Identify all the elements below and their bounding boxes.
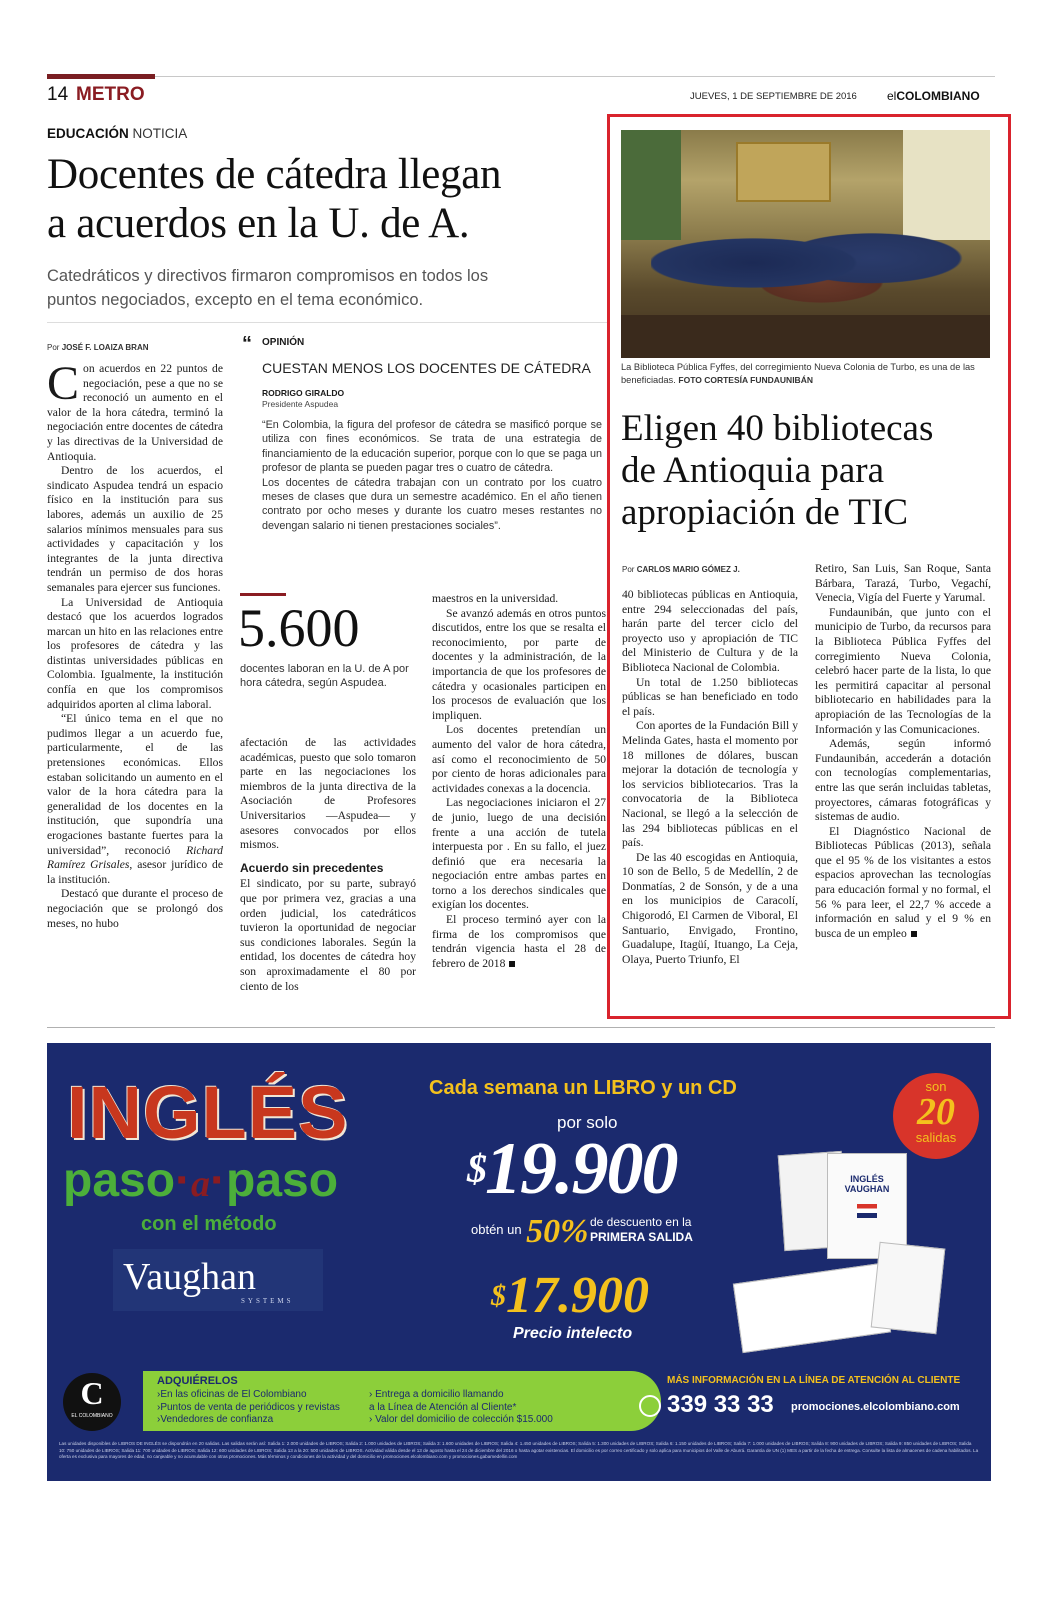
stat-accent-bar	[240, 593, 286, 596]
article2-photo	[621, 130, 990, 358]
end-mark-icon	[911, 931, 917, 937]
opinion-quote: “En Colombia, la figura del profesor de cátedra se masificó porque se utiliza con fines económicos. Se trata de una estrategia de financiamiento de la educación superior, porque con lo que se paga un profesor de planta se pueden pagar tres o cuatro de cátedra. Los docentes de cátedra trabajan con un contrato por los cuatro meses de clases que dura un semestre académico. En el año tienen contrato por ocho meses y durante los cuatro meses restantes no devengan salario ni tienen prestaciones sociales”.	[262, 419, 602, 532]
article1-paragraph: Las negociaciones iniciaron el 27 de junio, luego de una decisión frente a una acción de tutela interpuesta por . En su fallo, el juez definió que era necesaria la negociación entre ambas partes en torno a los derechos sindicales que exigían los docentes.	[432, 796, 606, 912]
header-rule	[155, 76, 995, 77]
article1-paragraph: Se avanzó además en otros puntos discutidos, entre los que se resalta el reconocimiento, por parte de docentes y la administración, de la importancia de que los profesores de cátedra y ocasionales participen en los procesos de evaluación que los impliquen.	[432, 606, 606, 722]
opinion-title: CUESTAN MENOS LOS DOCENTES DE CÁTEDRA	[262, 360, 591, 376]
article1-paragraph: Los docentes pretendían un aumento del valor de hora cátedra, así como el reconocimiento de 50 por ciento de horas adicionales para actividades conexas a la docencia.	[432, 723, 606, 795]
article1-kicker: EDUCACIÓN NOTICIA	[47, 126, 188, 141]
article1-paragraph: El sindicato, por su parte, subrayó que por primera vez, gracias a una orden judicial, los catedráticos tuvieron la oportunidad de negociar sus condiciones laborales. Según la entidad, los docentes de cátedra hoy son aproximadamente el 80 por ciento de los	[240, 877, 416, 993]
article1-paragraph: Dentro de los acuerdos, el sindicato Aspudea tendrá un espacio físico en la institución para sus labores, además un auxilio de 25 salarios mínimos mensuales para sus actividades y capacitación y los integrantes de la junta directiva tendrán un permiso de dos horas semanales para ejercer sus funciones.	[47, 464, 223, 594]
vaughan-logo: Vaughan SYSTEMS	[113, 1249, 323, 1311]
article1-paragraph: El proceso terminó ayer con la firma de los compromisos que tendrán vigencia hasta el 28 de febrero de 2018	[432, 913, 606, 970]
article1-paragraph: La Universidad de Antioquia destacó que los acuerdos logrados marcan un hito en las relaciones entre los profesores de cátedra y las distintas universidades públicas en Colombia. Igualmente, la institución confía en que los compromisos adquiridos aporten al clima laboral.	[47, 595, 223, 711]
article1-column-3	[432, 592, 606, 1012]
article2-paragraph: Un total de 1.250 bibliotecas públicas se han beneficiado en todo el país.	[622, 675, 798, 718]
article1-column-2	[240, 736, 416, 1006]
adquierelos-panel: ADQUIÉRELOS ›En las oficinas de El Colombiano ›Puntos de venta de periódicos y revistas ›Vendedores de confianza › Entrega a domicilio llamando a la Línea de Atención al Cliente* › Valor del domicilio de colección $15.000	[143, 1371, 661, 1431]
ad-info-title: MÁS INFORMACIÓN EN LA LÍNEA DE ATENCIÓN AL CLIENTE	[667, 1375, 961, 1386]
article2-column-1	[622, 588, 798, 1008]
article1-subheading: Acuerdo sin precedentes	[240, 860, 384, 875]
article1-byline: Por JOSÉ F. LOAIZA BRAN	[47, 343, 149, 352]
section-name: METRO	[76, 84, 145, 105]
article2-photo-caption: La Biblioteca Pública Fyffes, del corregimiento Nueva Colonia de Turbo, es una de las beneficiadas. FOTO CORTESÍA FUNDAUNIBÁN	[621, 362, 975, 385]
article2-column-2	[815, 562, 991, 1008]
ad-price-main: $19.900	[467, 1128, 677, 1210]
page-number: 14	[47, 84, 69, 105]
ad-phone: 339 33 33	[667, 1391, 774, 1418]
el-colombiano-logo: C EL COLOMBIANO	[63, 1373, 121, 1431]
article1-column-1	[47, 362, 223, 992]
article1-subtitle-rule	[47, 322, 607, 323]
ad-intelecto-label: Precio intelecto	[513, 1325, 633, 1342]
article2-paragraph: El Diagnóstico Nacional de Bibliotecas Públicas (2013), señala que el 95 % de los visitantes a estos espacios aprovechan las tecnologías para educación formal y no formal, el 56 % para leer, el 22,7 % accede a información en salud y el 9 % en busca de un empleo	[815, 824, 991, 940]
article2-paragraph: Retiro, San Luis, San Roque, Santa Bárbara, Tarazá, Turbo, Vegachí, Venecia, Vigía del Fuerte y Yarumal.	[815, 562, 991, 605]
ad-title-ingles: INGLÉS	[67, 1071, 349, 1154]
flag-icon	[857, 1204, 877, 1218]
article1-title: Docentes de cátedra llegan a acuerdos en la U. de A.	[47, 151, 502, 247]
photo-wall-mural	[736, 142, 831, 202]
photo-wall-poster	[621, 130, 681, 240]
article2-title: Eligen 40 bibliotecas de Antioquia para apropiación de TIC	[621, 408, 934, 533]
ad-bottom-strip	[47, 1365, 991, 1437]
end-mark-icon	[509, 961, 515, 967]
ad-discount: $^{obtén un}$ 50%	[471, 1213, 589, 1250]
article2-paragraph: Con aportes de la Fundación Bill y Melinda Gates, hasta el momento por 18 millones de dólares, buscan mejorar la dotación de tecnología y los servicios bibliotecarios. Tras la convocatoria de la Biblioteca Nacional, se llegó a la selección de las 294 bibliotecas públicas en el país.	[622, 719, 798, 850]
opinion-author-role: Presidente Aspudea	[262, 399, 339, 409]
opinion-box	[240, 332, 602, 562]
ad-por-solo: por solo	[557, 1113, 618, 1132]
salidas-badge: son 20 salidas	[893, 1073, 979, 1159]
article1-lead-paragraph: Con acuerdos en 22 puntos de negociación, pese a que no se reconoció un aumento en el valor de la hora cátedra, terminó la negociación entre docentes de cátedra y las directivas de la Universidad de Antioquia.	[47, 362, 223, 463]
opinion-author: RODRIGO GIRALDO	[262, 388, 345, 398]
header-accent-bar	[47, 74, 155, 79]
opinion-header: “ OPINIÓN	[242, 333, 305, 355]
ad-title-paso-a-paso: paso·a·paso	[63, 1154, 339, 1207]
stat-caption: docentes laboran en la U. de A por hora cátedra, según Aspudea.	[240, 663, 409, 689]
ad-price-intelecto: $17.900	[491, 1267, 649, 1324]
articles-bottom-rule	[47, 1027, 995, 1028]
book-cover-2: INGLÉS VAUGHAN	[827, 1153, 907, 1259]
article1-paragraph: “El único tema en el que no pudimos llegar a un acuerdo fue, particularmente, el de las pretensiones económicas. Ellos estaban solicitando un aumento en el valor de la hora cátedra para la generalidad de los docentes en la institución, que supondría una erogaciones bastante fuertes para la universidad”, reconoció Richard Ramírez Grisales, asesor jurídico de la institución.	[47, 712, 223, 886]
ad-discount-detail: de descuento en la PRIMERA SALIDA	[590, 1215, 693, 1244]
ad-fine-print: Las unidades disponibles de LIBROS DE INGLÉS se dispondrán en 20 salidas. Las salidas serán así: Salida 1: 2.000 unidades de LIBROS; Salida 2: 1.000 unidades de LIBROS; Salida 3: 1.600 unidades de LIBROS; Salida 4: 1.450 unidades de LIBROS; Salida 5: 1.300 unidades de LIBROS; Salida 6: 1.150 unidades de LIBROS; Salida 7: 1.000 unidades de LIBROS; Salida 8: 900 unidades de LIBROS; Salida 9: 850 unidades de LIBROS; Salida 10: 750 unidades de LIBROS; Salida 11: 700 unidades de LIBROS; Salida 12: 600 unidades de LIBROS; Salida 13 a la 20: 500 unidades de LIBROS. Actividad válida desde el 13 de agosto hasta el 24 de diciembre del 2016 o hasta agotar existencias. El domicilio es por correo certificado y solo aplica para municipios del Valle de Aburrá. Garantía de UN (1) MES a partir de la fecha de entrega. Consulte la lista de almacenes de cadena habilitados. La oferta es exclusiva para mayores de edad, no canjeable y no acumulable con otras promociones. Más términos y condiciones de la actividad y del domicilio en promociones.elcolombiano.com y promociones.gabamedellin.com	[59, 1441, 979, 1460]
photo-window	[903, 130, 990, 240]
books-illustration	[737, 1153, 977, 1353]
article2-paragraph: Fundaunibán, que junto con el municipio de Turbo, da recursos para la Biblioteca Pública Fyffes del corregimiento Nueva Colonia, celebró hacer parte de la lista, lo que les permitirá capacitar al personal bibliotecario en habilidades para la apropiación de las Tecnologías de la Información y las Comunicaciones.	[815, 605, 991, 736]
photo-floor	[621, 315, 990, 358]
drop-cap: C	[47, 362, 80, 410]
photo-children	[651, 225, 990, 320]
article2-paragraph: De las 40 escogidas en Antioquia, 10 son de Bello, 5 de Medellín, 2 de Donmatías, 2 de Sonsón, y de a una en los municipios de Caracolí, Chigorodó, El Carmen de Viboral, El Santuario, Envigado, Frontino, Guadalupe, Itagüí, Ituango, La Ceja, Olaya, Puerto Triunfo, El	[622, 850, 798, 966]
book-cover-3	[871, 1242, 946, 1334]
article1-paragraph: Destacó que durante el proceso de negociación que se prolongó dos meses, no hubo	[47, 887, 223, 930]
ad-site: promociones.elcolombiano.com	[791, 1401, 960, 1413]
article2-paragraph: Además, según informó Fundaunibán, accederán a dotación con tecnologías complementarias, entre las que serán incluidas tabletas, proyectores, cámaras fotográficas y sistemas de audio.	[815, 737, 991, 824]
article2-paragraph: 40 bibliotecas públicas en Antioquia, entre 294 seleccionadas del país, harán parte del tercer ciclo del proyecto uso y apropiación de TIC del Ministerio de Cultura y de la Biblioteca Nacional de Colombia.	[622, 588, 798, 674]
book-open	[733, 1263, 891, 1353]
phone-icon	[639, 1395, 661, 1417]
article2-byline: Por CARLOS MARIO GÓMEZ J.	[622, 565, 740, 574]
vaughan-advertisement	[47, 1043, 991, 1481]
stat-number: 5.600	[238, 598, 360, 658]
article1-paragraph: afectación de las actividades académicas, puesto que solo tomaron parte en las negociaciones los miembros de la junta directiva de la Asociación de Profesores Universitarios —Aspudea— y asesores convocados por ellos mismos.	[240, 736, 416, 852]
quote-mark-icon: “	[242, 333, 252, 355]
article1-subtitle: Catedráticos y directivos firmaron compromisos en todos los puntos negociados, excepto en el tema económico.	[47, 267, 489, 309]
header-date: JUEVES, 1 DE SEPTIEMBRE DE 2016	[690, 91, 857, 102]
ad-headline: Cada semana un LIBRO y un CD	[429, 1077, 737, 1099]
article1-paragraph: maestros en la universidad.	[432, 592, 559, 605]
ad-metodo: con el método	[141, 1213, 277, 1235]
brand-logo: elCOLOMBIANO	[887, 89, 980, 103]
